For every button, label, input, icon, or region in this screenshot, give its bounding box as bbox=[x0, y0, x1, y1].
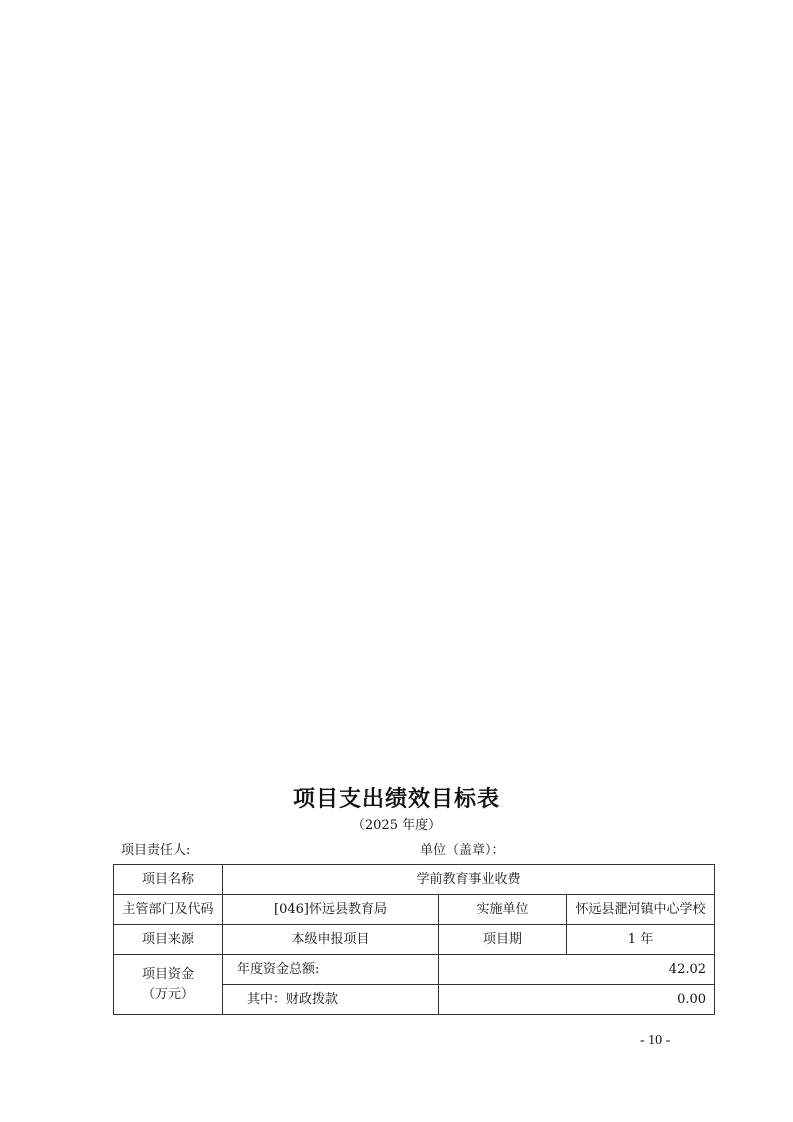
period-label: 项目期 bbox=[439, 925, 567, 955]
period-value: 1 年 bbox=[567, 925, 715, 955]
table-row bbox=[114, 865, 715, 895]
annual-total-value: 42.02 bbox=[439, 955, 715, 985]
page-title: 项目支出绩效目标表 bbox=[292, 787, 500, 812]
dept-value: [046]怀远县教育局 bbox=[223, 895, 439, 925]
year-note: （2025 年度） bbox=[351, 818, 442, 833]
source-label: 项目来源 bbox=[114, 925, 223, 955]
responsible-person-label: 项目责任人: bbox=[121, 843, 191, 858]
page-number: - 10 - bbox=[640, 1033, 671, 1048]
funds-label-line1: 项目资金 bbox=[141, 966, 194, 982]
impl-unit-value: 怀远县淝河镇中心学校 bbox=[567, 895, 715, 925]
dept-label: 主管部门及代码 bbox=[114, 895, 223, 925]
table-row bbox=[114, 955, 715, 985]
table-row bbox=[114, 925, 715, 955]
fiscal-allocation-value: 0.00 bbox=[439, 985, 715, 1015]
project-name-value: 学前教育事业收费 bbox=[223, 865, 715, 895]
unit-seal-label: 单位（盖章）： bbox=[420, 843, 505, 858]
performance-target-table bbox=[113, 864, 715, 1015]
annual-total-label: 年度资金总额: bbox=[223, 955, 439, 985]
impl-unit-label: 实施单位 bbox=[439, 895, 567, 925]
source-value: 本级申报项目 bbox=[223, 925, 439, 955]
project-name-label: 项目名称 bbox=[114, 865, 223, 895]
table-row bbox=[114, 895, 715, 925]
fiscal-allocation-label: 其中：财政拨款 bbox=[223, 985, 439, 1015]
funds-label bbox=[114, 955, 223, 1015]
funds-label-line2: （万元） bbox=[141, 986, 194, 1002]
